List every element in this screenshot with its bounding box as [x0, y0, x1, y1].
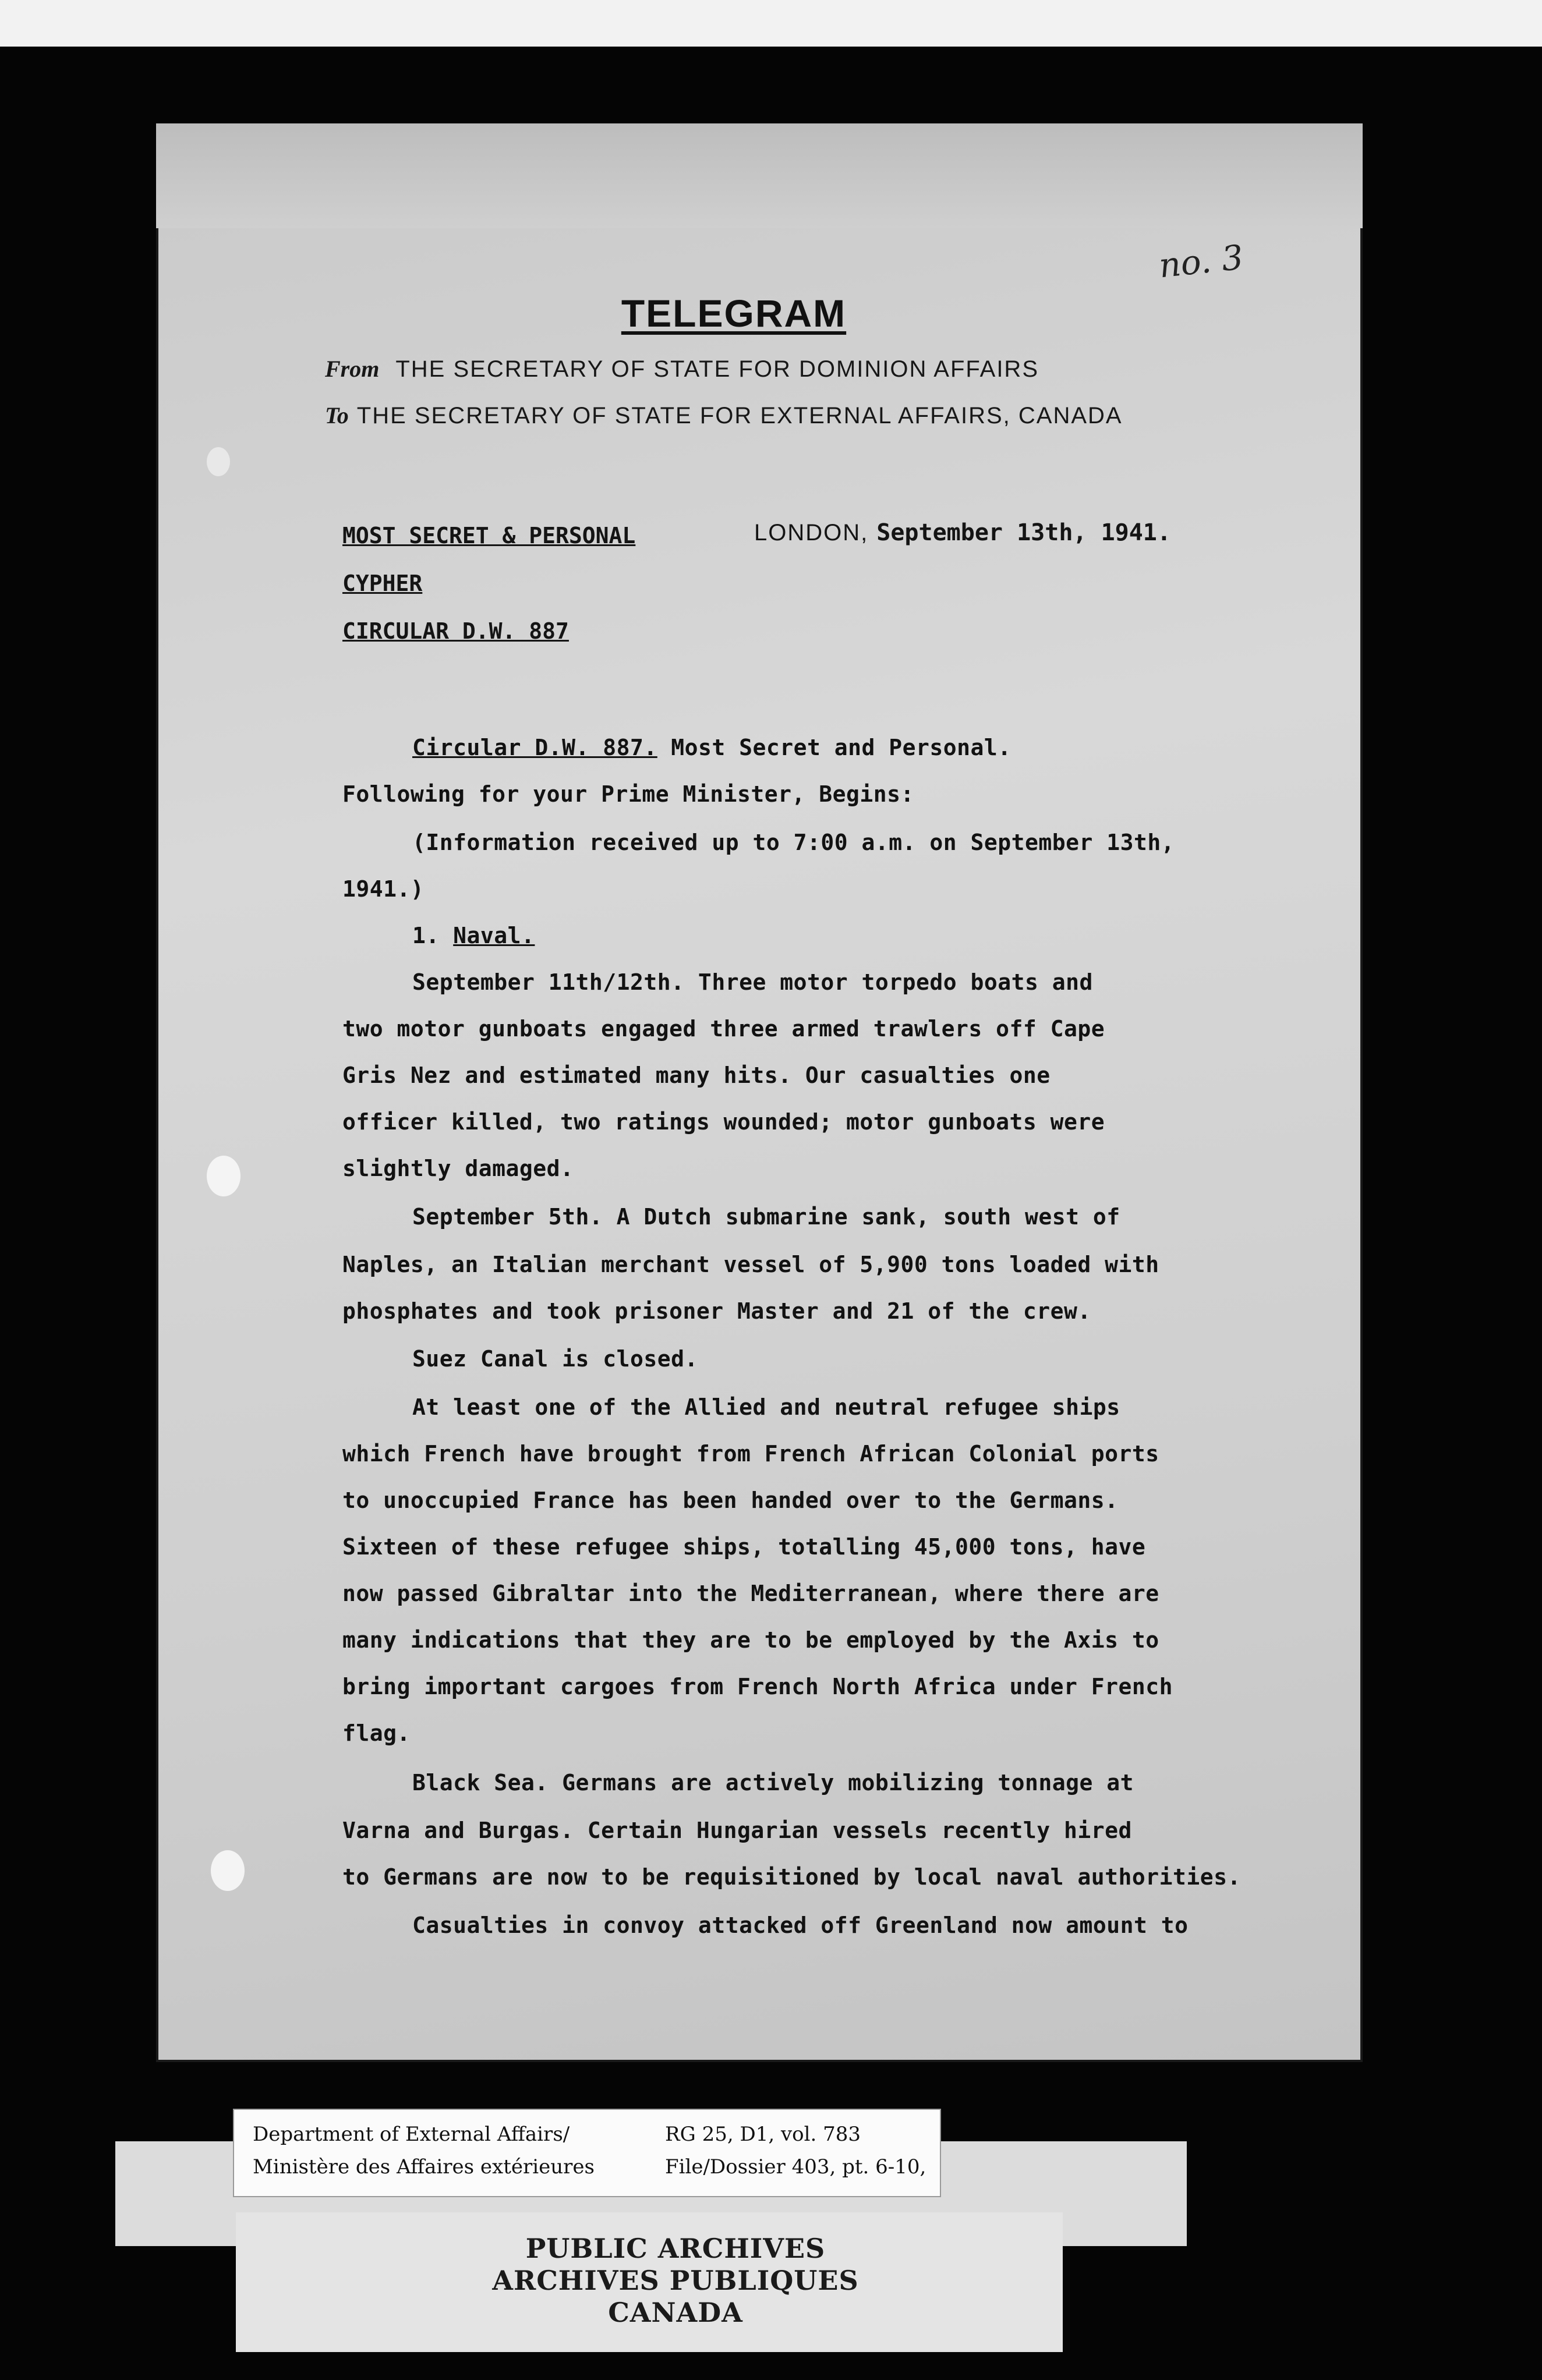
body-line: slightly damaged.: [342, 1156, 574, 1181]
page-header-band: [156, 123, 1363, 228]
record-group-ref: RG 25, D1, vol. 783: [665, 2123, 861, 2146]
file-ref: File/Dossier 403, pt. 6-10,: [665, 2155, 926, 2179]
from-line: [325, 355, 1039, 382]
transmission-method: CYPHER: [342, 571, 423, 596]
archives-stamp-line3: CANADA: [608, 2297, 743, 2328]
archives-stamp-line2: ARCHIVES PUBLIQUES: [492, 2265, 859, 2296]
from-text: THE SECRETARY OF STATE FOR DOMINION AFFAIRS: [395, 356, 1039, 382]
body-line: which French have brought from French African Colonial ports: [342, 1441, 1159, 1467]
body-line: Varna and Burgas. Certain Hungarian vessels recently hired: [342, 1818, 1132, 1843]
to-line: [325, 402, 1123, 429]
body-line: many indications that they are to be employed by the Axis to: [342, 1627, 1159, 1653]
body-line: September 5th. A Dutch submarine sank, south west of: [412, 1204, 1120, 1230]
to-label: To: [325, 402, 349, 428]
classification: MOST SECRET & PERSONAL: [342, 523, 636, 548]
punch-hole-icon: [207, 1156, 241, 1196]
archives-stamp-line1: PUBLIC ARCHIVES: [525, 2233, 826, 2264]
to-text: THE SECRETARY OF STATE FOR EXTERNAL AFFAIRS, CANADA: [356, 403, 1123, 428]
body-line: 1941.): [342, 876, 425, 902]
dateline-date: September 13th, 1941.: [876, 519, 1171, 546]
body-line: two motor gunboats engaged three armed trawlers off Cape: [342, 1016, 1105, 1042]
from-label: From: [325, 356, 380, 382]
body-line: officer killed, two ratings wounded; motor gunboats were: [342, 1109, 1105, 1135]
body-line: Casualties in convoy attacked off Greenland now amount to: [412, 1912, 1189, 1938]
section-heading: 1. Naval.: [412, 923, 535, 948]
handwritten-note: no. 3: [1156, 237, 1246, 286]
body-line: Following for your Prime Minister, Begins:: [342, 781, 914, 807]
punch-hole-icon: [207, 447, 230, 476]
body-line: September 11th/12th. Three motor torpedo boats and: [412, 969, 1093, 995]
body-line: Circular D.W. 887. Most Secret and Personal.: [412, 735, 1012, 760]
dateline-city: LONDON,: [754, 520, 869, 546]
body-line: phosphates and took prisoner Master and 21 of the crew.: [342, 1298, 1091, 1324]
body-line: Sixteen of these refugee ships, totalling 45,000 tons, have: [342, 1534, 1146, 1560]
body-line: bring important cargoes from French North Africa under French: [342, 1674, 1173, 1699]
body-line: to unoccupied France has been handed over to the Germans.: [342, 1488, 1119, 1513]
body-line: to Germans are now to be requisitioned by local naval authorities.: [342, 1864, 1241, 1890]
body-line: flag.: [342, 1720, 411, 1746]
body-line: Gris Nez and estimated many hits. Our casualties one: [342, 1062, 1051, 1088]
punch-hole-icon: [211, 1850, 245, 1891]
body-line: Black Sea. Germans are actively mobilizing tonnage at: [412, 1770, 1134, 1795]
circular-heading: Circular D.W. 887.: [412, 735, 657, 760]
department-fr: Ministère des Affaires extérieures: [253, 2155, 595, 2179]
body-line: At least one of the Allied and neutral refugee ships: [412, 1394, 1120, 1420]
microfilm-top-strip: [0, 0, 1542, 47]
body-line: Suez Canal is closed.: [412, 1346, 698, 1372]
body-line: now passed Gibraltar into the Mediterranean, where there are: [342, 1581, 1159, 1606]
department-en: Department of External Affairs/: [253, 2123, 570, 2146]
document-title: TELEGRAM: [621, 292, 847, 335]
archive-reference-label: [233, 2109, 941, 2197]
circular-reference: CIRCULAR D.W. 887: [342, 618, 569, 644]
dateline: [754, 519, 1171, 546]
body-line: Naples, an Italian merchant vessel of 5,900 tons loaded with: [342, 1252, 1159, 1277]
body-line: (Information received up to 7:00 a.m. on September 13th,: [412, 830, 1175, 855]
